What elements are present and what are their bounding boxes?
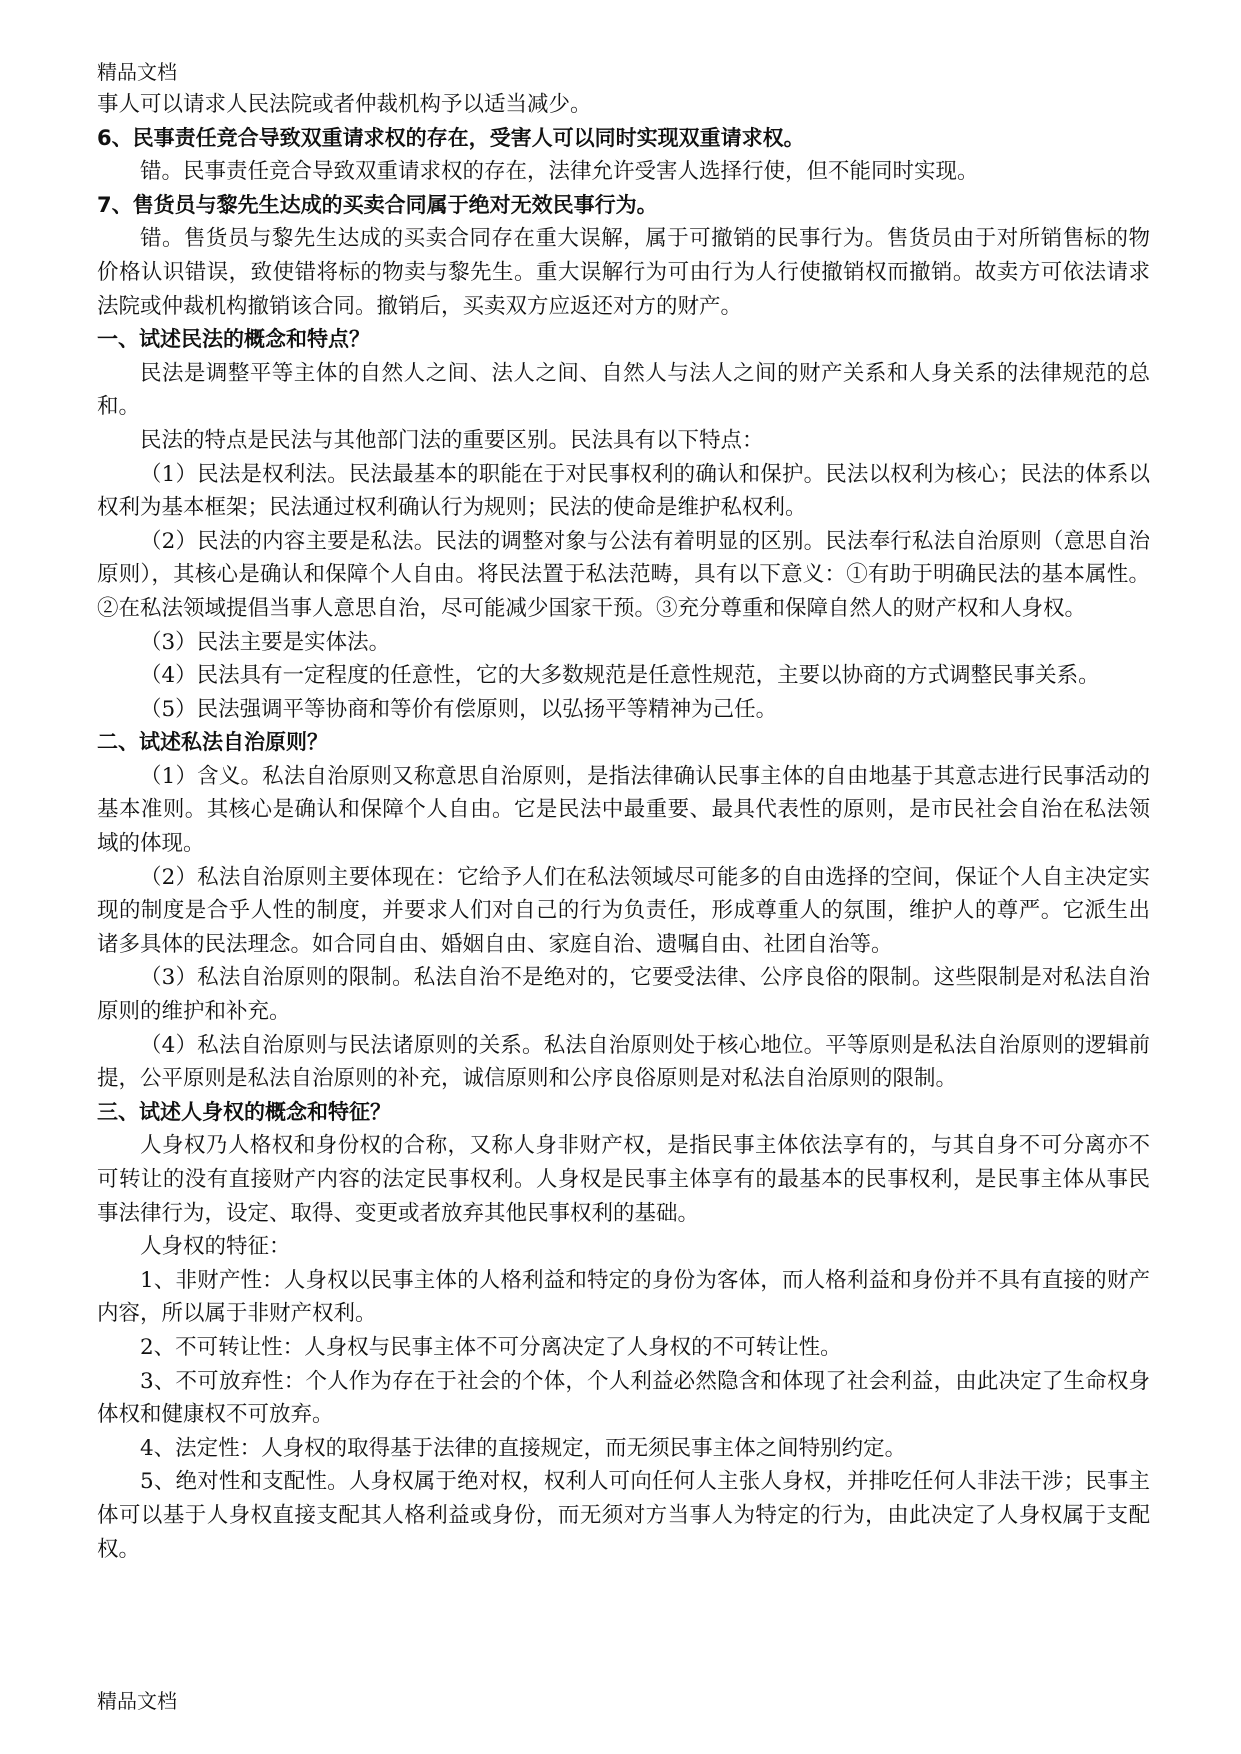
body-paragraph: （2）私法自治原则主要体现在：它给予人们在私法领域尽可能多的自由选择的空间，保证个人自主决定实现的制度是合乎人性的制度，并要求人们对自己的行为负责任，形成尊重人的氛围，维护人的尊严。它派生出诸多具体的民法理念。如合同自由、婚姻自由、家庭自治、遗嘱自由、社团自治等。 <box>97 864 1150 957</box>
body-paragraph: （1）民法是权利法。民法最基本的职能在于对民事权利的确认和保护。民法以权利为核心；民法的体系以权利为基本框架；民法通过权利确认行为规则；民法的使命是维护私权利。 <box>97 461 1150 521</box>
page-header: 精品文档 <box>97 60 177 84</box>
document-body <box>97 88 1150 1566</box>
section-heading: 7、售货员与黎先生达成的买卖合同属于绝对无效民事行为。 <box>97 192 658 217</box>
body-paragraph: （2）民法的内容主要是私法。民法的调整对象与公法有着明显的区别。民法奉行私法自治原则（意思自治原则），其核心是确认和保障个人自由。将民法置于私法范畴，具有以下意义：①有助于明确民法的基本属性。②在私法领域提倡当事人意思自治，尽可能减少国家干预。③充分尊重和保障自然人的财产权和人身权。 <box>97 528 1150 621</box>
section-heading: 三、试述人身权的概念和特征？ <box>97 1099 391 1124</box>
body-paragraph: （3）民法主要是实体法。 <box>140 629 391 655</box>
body-paragraph: 人身权乃人格权和身份权的合称，又称人身非财产权，是指民事主体依法享有的，与其自身不可分离亦不可转让的没有直接财产内容的法定民事权利。人身权是民事主体享有的最基本的民事权利，是民事主体从事民事法律行为，设定、取得、变更或者放弃其他民事权利的基础。 <box>97 1133 1150 1226</box>
body-paragraph: 4、法定性：人身权的取得基于法律的直接规定，而无须民事主体之间特别约定。 <box>140 1435 907 1461</box>
section-heading: 二、试述私法自治原则？ <box>97 730 328 755</box>
body-paragraph: （4）民法具有一定程度的任意性，它的大多数规范是任意性规范，主要以协商的方式调整民事关系。 <box>140 663 1100 689</box>
body-paragraph: （3）私法自治原则的限制。私法自治不是绝对的，它要受法律、公序良俗的限制。这些限制是对私法自治原则的维护和补充。 <box>97 965 1150 1025</box>
body-paragraph: 1、非财产性：人身权以民事主体的人格利益和特定的身份为客体，而人格利益和身份并不具有直接的财产内容，所以属于非财产权利。 <box>97 1267 1150 1327</box>
body-paragraph: （5）民法强调平等协商和等价有偿原则，以弘扬平等精神为己任。 <box>140 696 778 722</box>
body-paragraph: 民法是调整平等主体的自然人之间、法人之间、自然人与法人之间的财产关系和人身关系的法律规范的总和。 <box>97 360 1150 420</box>
body-paragraph: 错。民事责任竞合导致双重请求权的存在，法律允许受害人选择行使，但不能同时实现。 <box>140 159 979 185</box>
body-paragraph: 人身权的特征： <box>140 1234 291 1260</box>
page-footer: 精品文档 <box>97 1689 177 1713</box>
body-paragraph: 民法的特点是民法与其他部门法的重要区别。民法具有以下特点： <box>140 427 764 453</box>
body-paragraph: （1）含义。私法自治原则又称意思自治原则，是指法律确认民事主体的自由地基于其意志进行民事活动的基本准则。其核心是确认和保障个人自由。它是民法中最重要、最具代表性的原则，是市民社会自治在私法领域的体现。 <box>97 763 1150 857</box>
section-heading: 一、试述民法的概念和特点？ <box>97 327 370 352</box>
body-paragraph: （4）私法自治原则与民法诸原则的关系。私法自治原则处于核心地位。平等原则是私法自治原则的逻辑前提，公平原则是私法自治原则的补充，诚信原则和公序良俗原则是对私法自治原则的限制。 <box>97 1032 1150 1092</box>
body-paragraph: 5、绝对性和支配性。人身权属于绝对权，权利人可向任何人主张人身权，并排吃任何人非法干涉；民事主体可以基于人身权直接支配其人格利益或身份，而无须对方当事人为特定的行为，由此决定了人身权属于支配权。 <box>97 1469 1150 1562</box>
section-heading: 6、民事责任竞合导致双重请求权的存在，受害人可以同时实现双重请求权。 <box>97 125 805 150</box>
body-paragraph: 3、不可放弃性：个人作为存在于社会的个体，个人利益必然隐含和体现了社会利益，由此决定了生命权身体权和健康权不可放弃。 <box>97 1368 1150 1428</box>
body-paragraph: 错。售货员与黎先生达成的买卖合同存在重大误解，属于可撤销的民事行为。售货员由于对所销售标的物价格认识错误，致使错将标的物卖与黎先生。重大误解行为可由行为人行使撤销权而撤销。故卖方可依法请求法院或仲裁机构撤销该合同。撤销后，买卖双方应返还对方的财产。 <box>97 226 1150 319</box>
body-paragraph: 事人可以请求人民法院或者仲裁机构予以适当减少。 <box>97 92 592 117</box>
body-paragraph: 2、不可转让性：人身权与民事主体不可分离决定了人身权的不可转让性。 <box>140 1334 842 1360</box>
